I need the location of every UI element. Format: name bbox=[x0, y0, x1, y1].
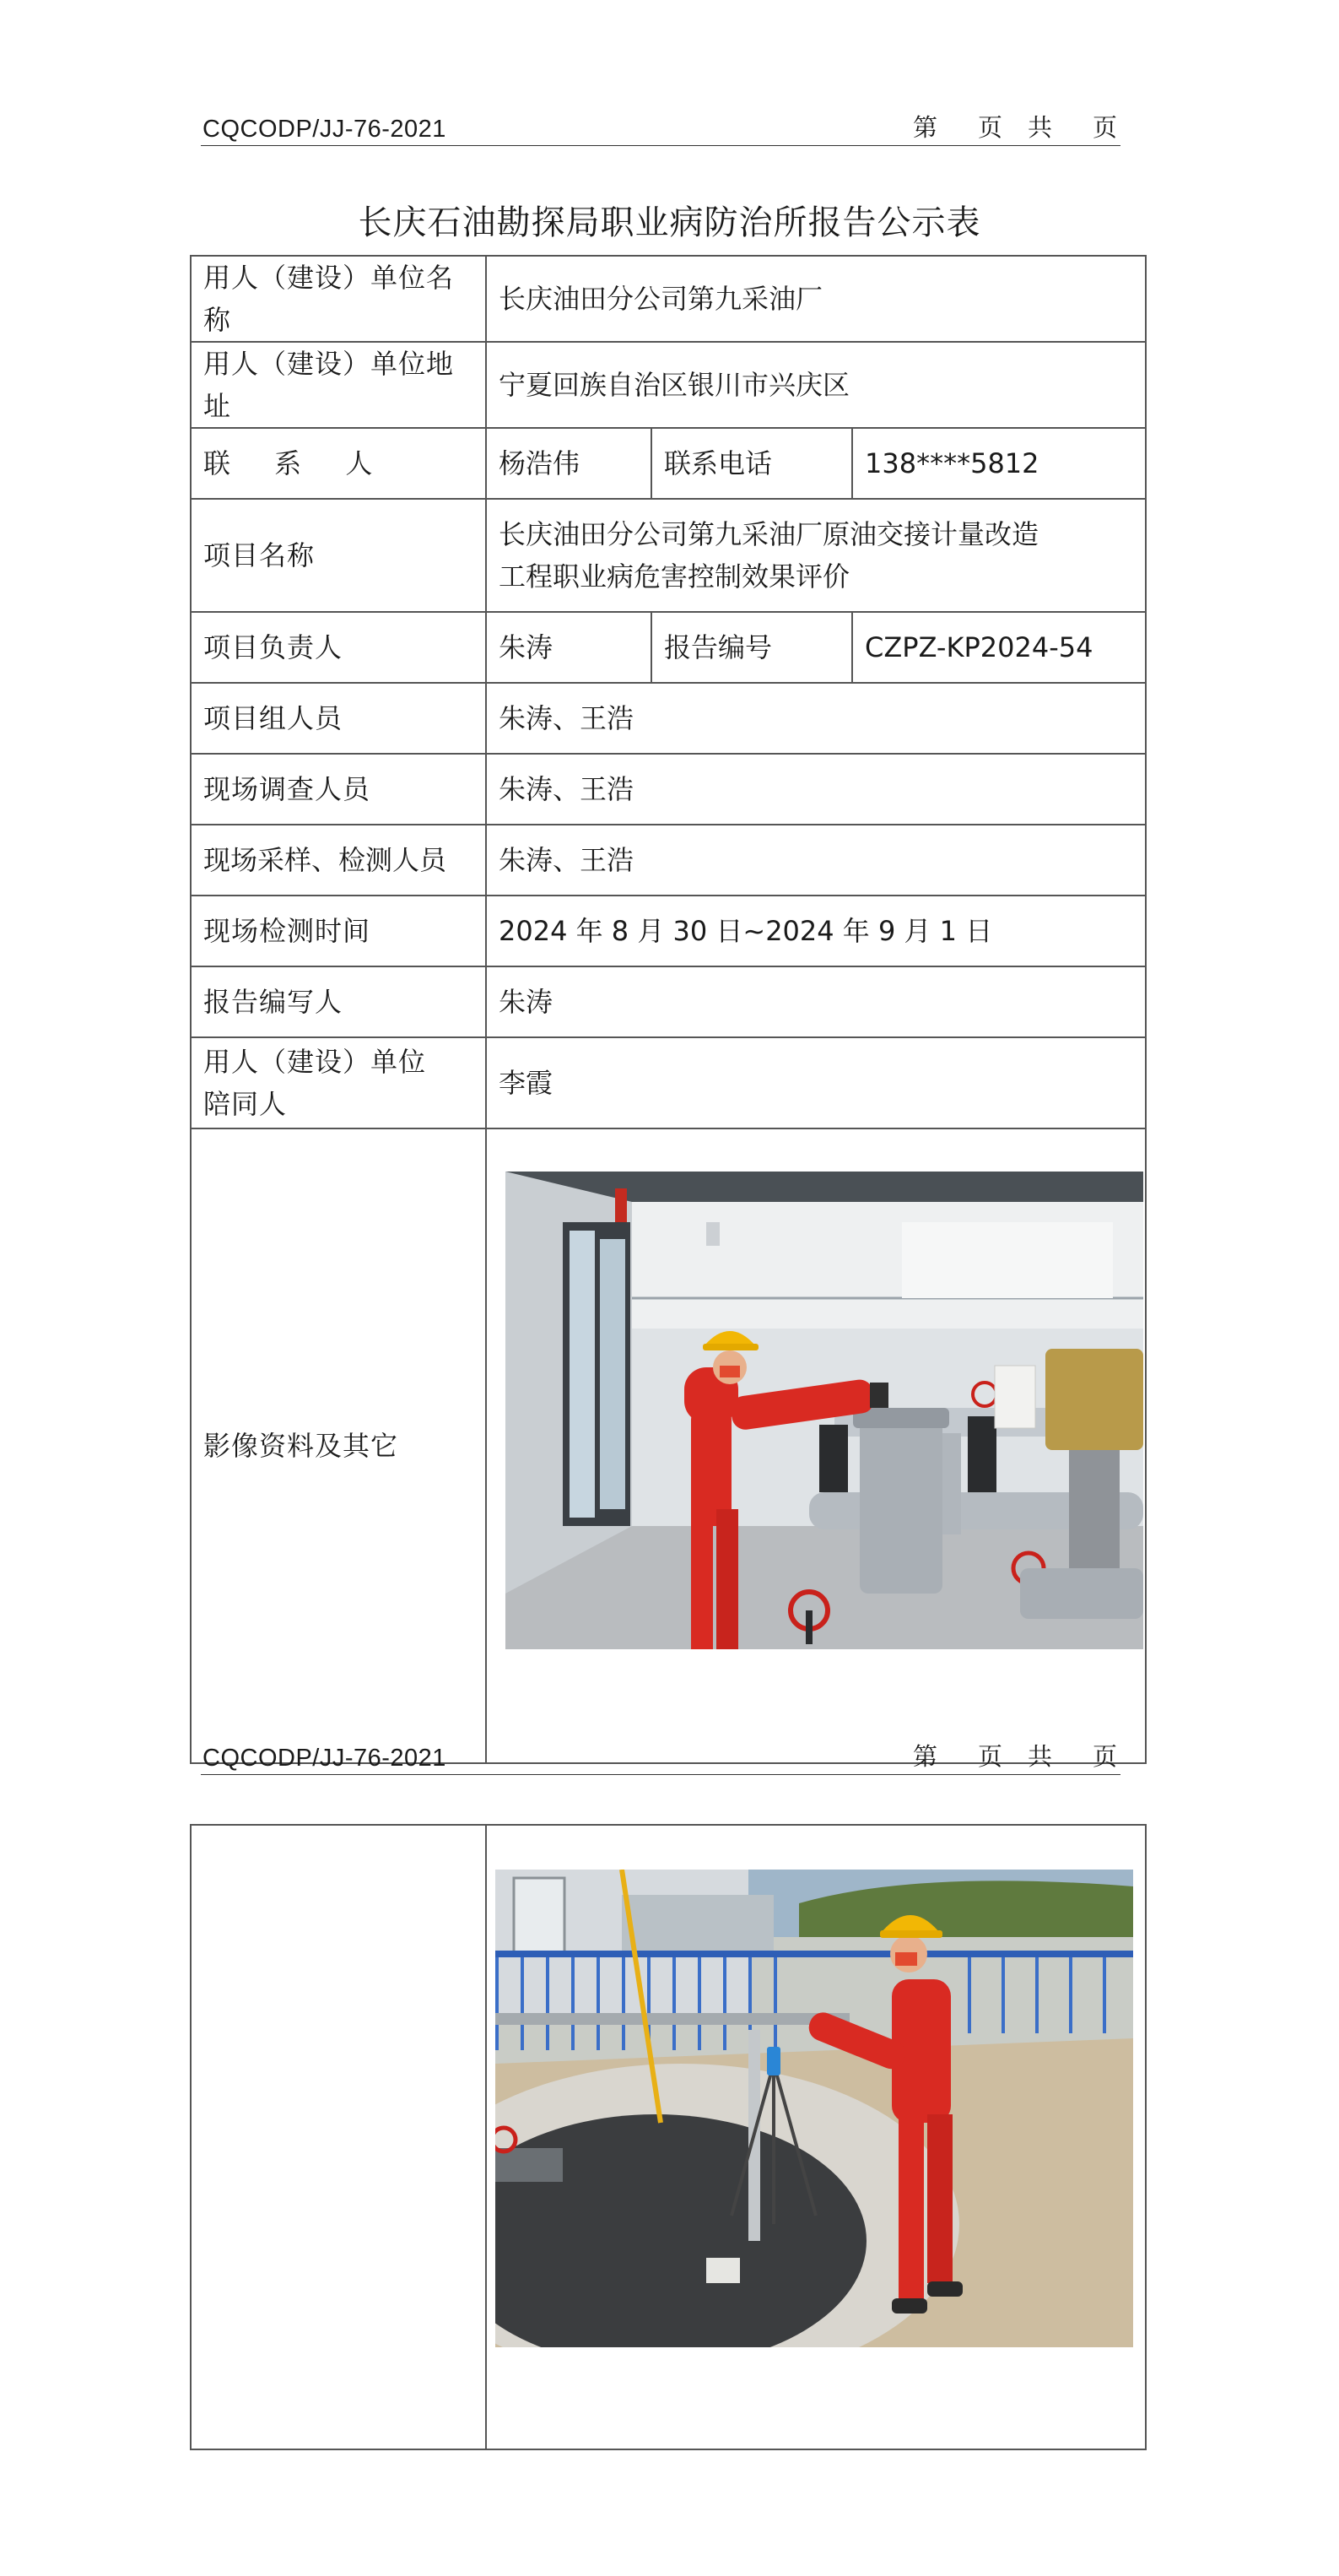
project-name-label: 项目名称 bbox=[191, 499, 486, 612]
row-media-continued bbox=[191, 1825, 1146, 2449]
test-time-label: 现场检测时间 bbox=[191, 896, 486, 966]
media-label-empty bbox=[191, 1825, 486, 2449]
row-sampling bbox=[191, 825, 1146, 896]
report-no-value: CZPZ-KP2024-54 bbox=[852, 612, 1146, 683]
escort-label-line1: 用人（建设）单位 bbox=[203, 1046, 427, 1078]
project-name-value bbox=[486, 499, 1146, 612]
report-table-continued bbox=[190, 1824, 1147, 2450]
row-contact bbox=[191, 428, 1146, 499]
row-media bbox=[191, 1128, 1146, 1763]
contact-label: 联 系 人 bbox=[191, 428, 486, 499]
row-survey bbox=[191, 754, 1146, 825]
document-code-2: CQCODP/JJ-76-2021 bbox=[202, 1745, 446, 1772]
row-writer bbox=[191, 966, 1146, 1037]
page-label-di-2: 第 bbox=[912, 1742, 937, 1771]
page-label-di: 第 bbox=[912, 113, 937, 142]
row-employer-name bbox=[191, 256, 1146, 342]
document-title: 长庆石油勘探局职业病防治所报告公示表 bbox=[358, 203, 981, 242]
employer-name-value: 长庆油田分公司第九采油厂 bbox=[486, 256, 1146, 342]
writer-value: 朱涛 bbox=[486, 966, 1146, 1037]
photo-worker-wellhead-outdoor bbox=[495, 1870, 1133, 2347]
page-count-label bbox=[913, 109, 1117, 143]
media-cell-2 bbox=[486, 1825, 1146, 2449]
page-label-ye-4: 页 bbox=[1092, 1742, 1117, 1771]
survey-label: 现场调查人员 bbox=[191, 754, 486, 825]
document-code: CQCODP/JJ-76-2021 bbox=[202, 116, 446, 143]
page-label-ye-2: 页 bbox=[1092, 113, 1117, 142]
contact-value: 杨浩伟 bbox=[486, 428, 651, 499]
page-label-gong-2: 共 bbox=[1027, 1742, 1052, 1771]
row-escort bbox=[191, 1037, 1146, 1128]
media-cell-1 bbox=[486, 1128, 1146, 1763]
page-label-ye: 页 bbox=[977, 113, 1002, 142]
sampling-label: 现场采样、检测人员 bbox=[191, 825, 486, 896]
report-table bbox=[190, 255, 1147, 1764]
row-employer-address bbox=[191, 342, 1146, 428]
media-label: 影像资料及其它 bbox=[191, 1128, 486, 1763]
row-team bbox=[191, 683, 1146, 754]
phone-label: 联系电话 bbox=[651, 428, 852, 499]
employer-address-value: 宁夏回族自治区银川市兴庆区 bbox=[486, 342, 1146, 428]
page-label-ye-3: 页 bbox=[977, 1742, 1002, 1771]
team-value: 朱涛、王浩 bbox=[486, 683, 1146, 754]
project-name-line2: 工程职业病危害控制效果评价 bbox=[499, 560, 850, 593]
project-lead-value: 朱涛 bbox=[486, 612, 651, 683]
writer-label: 报告编写人 bbox=[191, 966, 486, 1037]
test-time-value: 2024 年 8 月 30 日~2024 年 9 月 1 日 bbox=[486, 896, 1146, 966]
employer-address-label: 用人（建设）单位地址 bbox=[191, 342, 486, 428]
sampling-value: 朱涛、王浩 bbox=[486, 825, 1146, 896]
project-name-line1: 长庆油田分公司第九采油厂原油交接计量改造 bbox=[499, 518, 1039, 550]
escort-label-line2: 陪同人 bbox=[203, 1088, 288, 1120]
row-test-time bbox=[191, 896, 1146, 966]
employer-name-label: 用人（建设）单位名称 bbox=[191, 256, 486, 342]
survey-value: 朱涛、王浩 bbox=[486, 754, 1146, 825]
row-project-name bbox=[191, 499, 1146, 612]
row-project-lead bbox=[191, 612, 1146, 683]
report-no-label: 报告编号 bbox=[651, 612, 852, 683]
page-label-gong: 共 bbox=[1027, 113, 1052, 142]
phone-value: 138****5812 bbox=[852, 428, 1146, 499]
page-count-label-2 bbox=[913, 1738, 1117, 1772]
escort-value: 李霞 bbox=[486, 1037, 1146, 1128]
photo-worker-valve-indoor bbox=[505, 1172, 1143, 1649]
team-label: 项目组人员 bbox=[191, 683, 486, 754]
page-header-2 bbox=[201, 1742, 1120, 1775]
page-header-1 bbox=[201, 113, 1120, 146]
project-lead-label: 项目负责人 bbox=[191, 612, 486, 683]
escort-label bbox=[191, 1037, 486, 1128]
